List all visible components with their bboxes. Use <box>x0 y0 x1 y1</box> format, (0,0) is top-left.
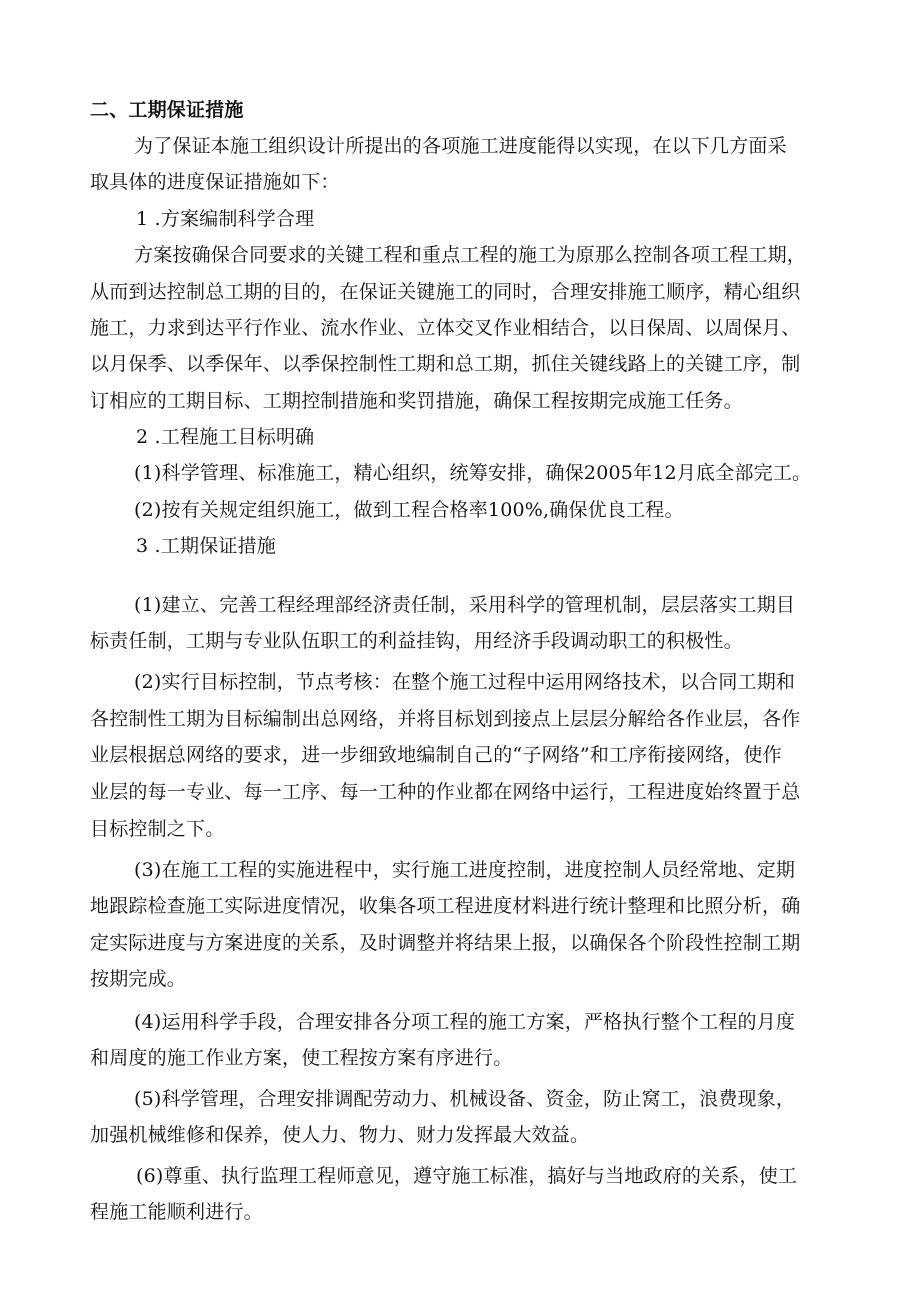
intro-line-2: 取具体的进度保证措施如下： <box>90 171 340 193</box>
s1-para-line-5: 订相应的工期目标、工期控制措施和奖罚措施，确保工程按期完成施工任务。 <box>90 390 743 412</box>
s3-p5-line-2: 加强机械维修和保养，使人力、物力、财力发挥最大效益。 <box>90 1124 590 1146</box>
s3-p1-line-2: 标责任制，工期与专业队伍职工的利益挂钩，用经济手段调动职工的积极性。 <box>90 630 743 652</box>
s3-p3-line-3: 定实际进度与方案进度的关系，及时调整并将结果上报，以确保各个阶段性控制工期 <box>90 932 801 954</box>
s3-p5-line-1: (5)科学管理，合理安排调配劳动力、机械设备、资金，防止窝工，浪费现象， <box>134 1088 796 1110</box>
s3-p2-line-4: 业层的每一专业、每一工序、每一工种的作业都在网络中运行，工程进度始终置于总 <box>90 781 801 803</box>
s3-p2-line-2: 各控制性工期为目标编制出总网络，并将目标划到接点上层层分解给各作业层，各作 <box>90 708 801 730</box>
s3-p2-line-3: 业层根据总网络的要求，进一步细致地编制自己的“子网络”和工序衔接网络，使作 <box>90 744 782 766</box>
s1-para-line-2: 从而到达控制总工期的目的，在保证关键施工的同时，合理安排施工顺序，精心组织 <box>90 281 801 303</box>
s3-p4-line-2: 和周度的施工作业方案，使工程按方案有序进行。 <box>90 1047 513 1069</box>
s3-p3-line-4: 按期完成。 <box>90 968 187 990</box>
s3-p2-line-5: 目标控制之下。 <box>90 818 225 840</box>
s3-p4-line-1: (4)运用科学手段，合理安排各分项工程的施工方案，严格执行整个工程的月度 <box>134 1011 796 1033</box>
s3-p3-line-2: 地跟踪检查施工实际进度情况，收集各项工程进度材料进行统计整理和比照分析，确 <box>90 895 801 917</box>
s2-item-1: (1)科学管理、标准施工，精心组织，统筹安排，确保2005年12月底全部完工。 <box>134 462 812 484</box>
intro-line-1: 为了保证本施工组织设计所提出的各项施工进度能得以实现，在以下几方面采 <box>134 135 787 157</box>
subsection-1-title: 1 .方案编制科学合理 <box>136 208 315 230</box>
s1-para-line-3: 施工，力求到达平行作业、流水作业、立体交叉作业相结合，以日保周、以周保月、 <box>90 317 801 339</box>
s3-p1-line-1: (1)建立、完善工程经理部经济责任制，采用科学的管理机制，层层落实工期目 <box>134 594 796 616</box>
s1-para-line-4: 以月保季、以季保年、以季保控制性工期和总工期，抓住关键线路上的关键工序，制 <box>90 353 801 375</box>
subsection-3-title: 3 .工期保证措施 <box>136 535 276 557</box>
s1-para-line-1: 方案按确保合同要求的关键工程和重点工程的施工为原那么控制各项工程工期， <box>134 244 807 266</box>
s3-p2-line-1: (2)实行目标控制，节点考核：在整个施工过程中运用网络技术，以合同工期和 <box>134 671 796 693</box>
s3-p6-line-2: 程施工能顺利进行。 <box>90 1201 263 1223</box>
s3-p3-line-1: (3)在施工工程的实施进程中，实行施工进度控制，进度控制人员经常地、定期 <box>134 859 796 881</box>
subsection-2-title: 2 .工程施工目标明确 <box>136 426 315 448</box>
s3-p6-line-1: (6)尊重、执行监理工程师意见，遵守施工标准，搞好与当地政府的关系，使工 <box>136 1165 798 1187</box>
section-title: 二、工期保证措施 <box>90 99 244 121</box>
s2-item-2: (2)按有关规定组织施工，做到工程合格率100%,确保优良工程。 <box>134 499 684 521</box>
